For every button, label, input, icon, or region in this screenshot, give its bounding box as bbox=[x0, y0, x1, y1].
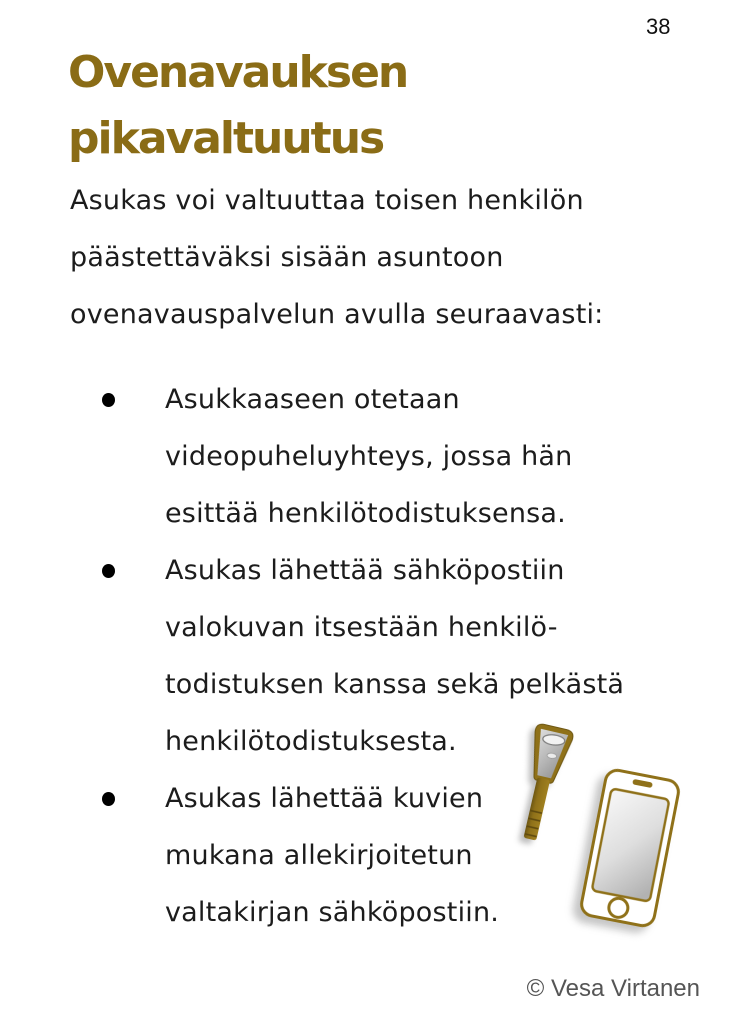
page-title-line-1: Ovenavauksen bbox=[68, 47, 408, 98]
bullet-line: Asukas lähettää sähköpostiin bbox=[165, 555, 565, 586]
bullet-marker-icon bbox=[102, 564, 115, 578]
list-item-text bbox=[165, 770, 499, 941]
intro-line: päästettäväksi sisään asuntoon bbox=[70, 242, 504, 273]
bullet-marker-icon bbox=[102, 792, 115, 806]
page-number: 38 bbox=[646, 14, 671, 39]
bullet-marker-icon bbox=[102, 393, 115, 407]
page-title bbox=[68, 40, 407, 172]
bullet-line: todistuksen kanssa sekä pelkästä bbox=[165, 669, 625, 700]
intro-line: ovenavauspalvelun avulla seuraavasti: bbox=[70, 299, 604, 330]
page-title-line-2: pikavaltuutus bbox=[68, 113, 384, 164]
intro-paragraph bbox=[70, 172, 603, 343]
bullet-line: henkilötodistuksesta. bbox=[165, 726, 457, 757]
bullet-line: valtakirjan sähköpostiin. bbox=[165, 897, 500, 928]
bullet-line: esittää henkilötodistuksensa. bbox=[165, 498, 566, 529]
copyright-credit: © Vesa Virtanen bbox=[526, 975, 700, 1002]
bullet-line: mukana allekirjoitetun bbox=[165, 840, 473, 871]
key-and-smartphone-illustration bbox=[500, 710, 710, 945]
bullet-line: Asukkaaseen otetaan bbox=[165, 384, 460, 415]
list-item-text bbox=[165, 371, 573, 542]
bullet-line: Asukas lähettää kuvien bbox=[165, 783, 484, 814]
key-icon bbox=[511, 723, 574, 844]
list-item bbox=[102, 371, 624, 542]
intro-line: Asukas voi valtuuttaa toisen henkilön bbox=[70, 185, 584, 216]
bullet-line: videopuheluyhteys, jossa hän bbox=[165, 441, 573, 472]
bullet-line: valokuvan itsestään henkilö- bbox=[165, 612, 558, 643]
smartphone-icon bbox=[580, 768, 681, 927]
